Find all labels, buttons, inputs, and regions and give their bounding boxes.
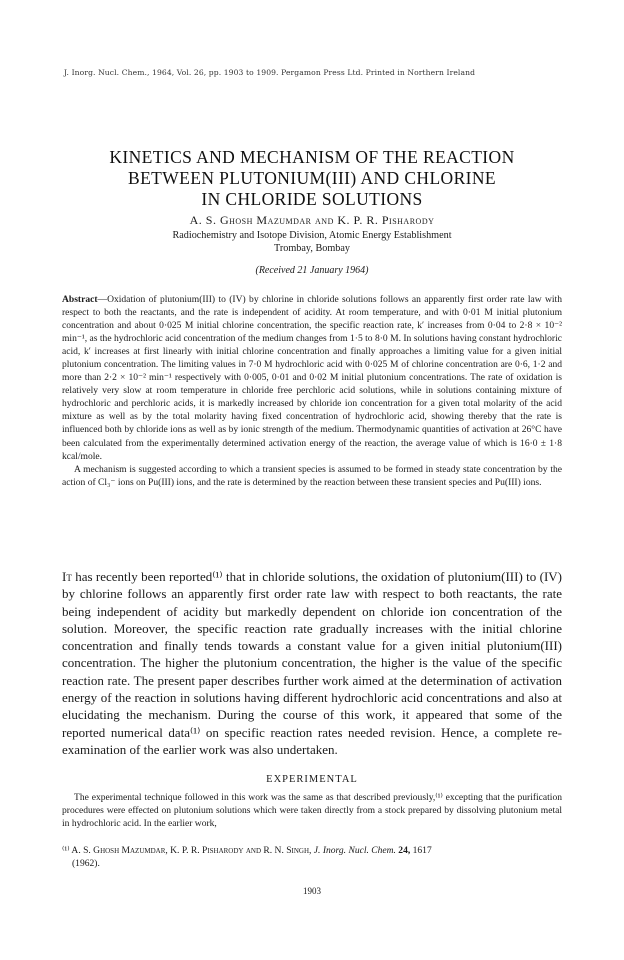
experimental-paragraph: The experimental technique followed in this work was the same as that described previously,⁽¹⁾ excepting that the purification procedures were effected on plutonium solutions which were taken directly from a stock prepared by dissolving plutonium metal in hydrochloric acid. In the earlier work, <box>62 792 562 829</box>
dropcap: It <box>62 569 72 584</box>
authors: A. S. Ghosh Mazumdar and K. P. R. Pisharody <box>189 213 435 227</box>
abstract <box>62 293 562 489</box>
footnote-pages: 1617 <box>410 845 432 856</box>
title-line: IN CHLORIDE SOLUTIONS <box>201 189 423 209</box>
introduction <box>62 568 562 758</box>
footnote-marker: ⁽¹⁾ <box>62 845 70 856</box>
abstract-paragraph-2: A mechanism is suggested according to which a transient species is assumed to be formed in steady state concentration by the action of Cl₃⁻ ions on Pu(III) ions, and the rate is determined by the reaction between these transient species and Pu(III) ions. <box>62 463 562 488</box>
footnote-volume: 24, <box>395 845 411 856</box>
title-line: BETWEEN PLUTONIUM(III) AND CHLORINE <box>128 168 496 188</box>
footnote-authors: A. S. Ghosh Mazumdar, K. P. R. Pisharody and R. N. Singh, <box>69 845 312 856</box>
paper-title <box>70 147 554 210</box>
page-number: 1903 <box>303 886 321 896</box>
abstract-paragraph: —Oxidation of plutonium(III) to (IV) by chlorine in chloride solutions follows an apparently first order rate law with respect to both the reactants, and the rate is independent of acidity. At room temperature, and with 0·01 M initial plutonium concentration and about 0·025 M initial chlorine concentration, the specific reaction rate, k′ increases from 0·04 to 2·8 × 10⁻² min⁻¹, as the hydrochloric acid concentration of the medium changes from 1·5 to 8·0 M. In solutions having constant hydrochloric acid, k′ increases at first linearly with initial chlorine concentration and finally approaches a limiting value for a given initial plutonium concentration. The limiting values in 7·0 M hydrochloric acid with 0·025 M of chlorine concentration are 0·6, 1·2 and more than 2·2 × 10⁻² min⁻¹ respectively with 0·005, 0·01 and 0·02 M initial plutonium concentrations. The rate of oxidation is relatively very slow at room temperature in chloride free perchloric acid solutions, while in solutions containing mixture of hydrochloric and perchloric acids, it is markedly increased by chloride ion concentration for a given total molarity of the acid mixture as well as by the total molarity having fixed concentration of hydrochloric acid, showing thereby that the rate is influenced both by chloride ions as well as by ionic strength of the medium. Thermodynamic quantities of activation at 26°C have been calculated from the experimentally determined activation energy of the reaction, the average value of which is 16·0 ± 1·8 kcal/mole. <box>62 294 562 462</box>
received-date: (Received 21 January 1964) <box>255 265 369 276</box>
affiliation <box>60 229 564 255</box>
footnote-year: (1962). <box>72 858 100 869</box>
experimental-section <box>62 791 562 830</box>
intro-paragraph: has recently been reported⁽¹⁾ that in chloride solutions, the oxidation of plutonium(III) to (IV) by chlorine follows an apparently first order rate law with respect to both reactants, the rate being independent of acidity but markedly dependent on chloride ion concentration of the solution. Moreover, the specific reaction rate gradually increases with the initial chlorine concentration and finally tends towards a constant value for a given initial plutonium(III) concentration. The higher the plutonium concentration, the higher is the value of the specific reaction rate. The present paper describes further work aimed at the determination of activation energy of the reaction in solutions having different hydrochloric acid concentrations and also at elucidating the mechanism. During the course of this work, it appeared that some of the reported numerical data⁽¹⁾ on specific reaction rates needed revision. Hence, a complete re-examination of the earlier work was also undertaken. <box>62 569 562 757</box>
affiliation-line: Trombay, Bombay <box>274 243 350 254</box>
affiliation-line: Radiochemistry and Isotope Division, Atomic Energy Establishment <box>172 230 452 241</box>
abstract-label: Abstract <box>62 294 98 305</box>
footnote <box>62 844 562 870</box>
footnote-journal: J. Inorg. Nucl. Chem. <box>311 845 396 856</box>
title-line: KINETICS AND MECHANISM OF THE REACTION <box>109 147 515 167</box>
journal-header: J. Inorg. Nucl. Chem., 1964, Vol. 26, pp. 1903 to 1909. Pergamon Press Ltd. Printed in Northern Ireland <box>64 68 476 77</box>
section-heading: EXPERIMENTAL <box>266 774 358 785</box>
